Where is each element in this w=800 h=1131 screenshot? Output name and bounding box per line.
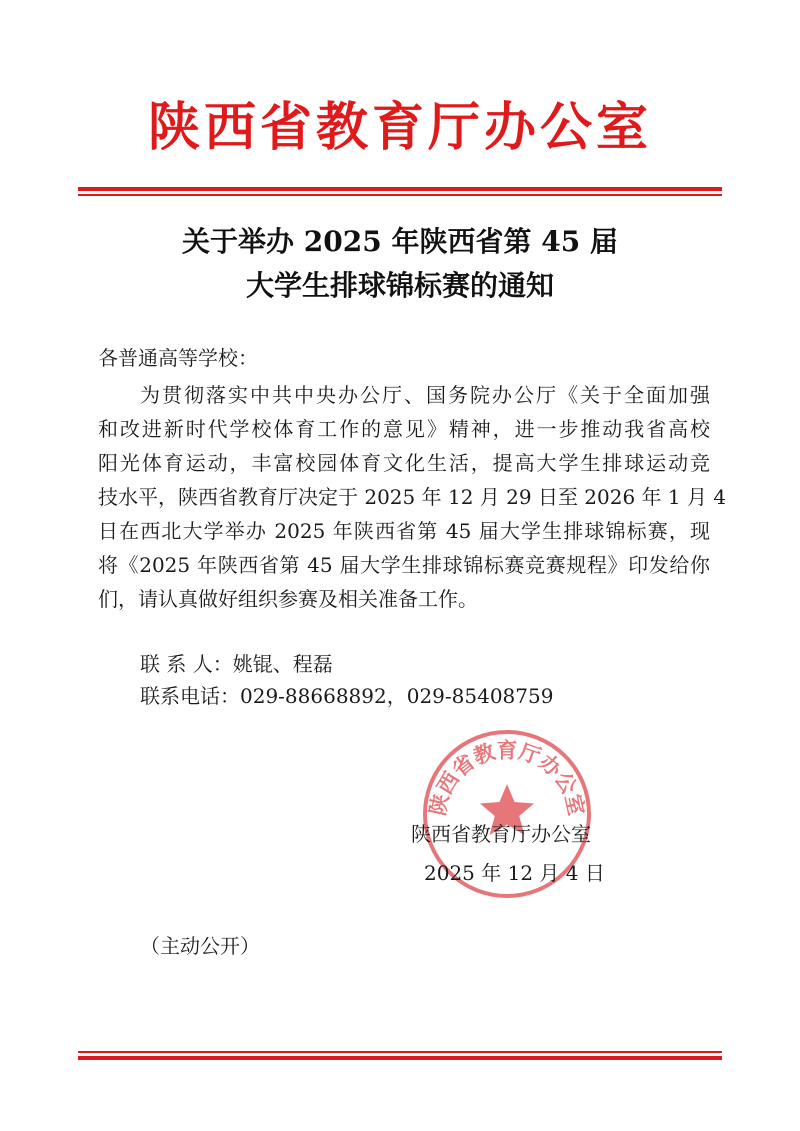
body-line: 们，请认真做好组织参赛及相关准备工作。 [98,587,478,611]
notice-title [0,220,800,308]
footer-rule-thin [78,1051,722,1053]
notice-title-line-2: 大学生排球锦标赛的通知 [245,269,554,302]
header-rule-thin [78,194,722,196]
signing-date: 2025 年 12 月 4 日 [424,861,605,885]
contact-person-label: 联 系 人： [140,652,233,676]
contact-phone-value: 029-88668892，029-85408759 [240,684,554,708]
body-line: 和改进新时代学校体育工作的意见》精神，进一步推动我省高校 [98,417,710,441]
salutation: 各普通高等学校： [98,346,258,370]
body-line: 为贯彻落实中共中央办公厅、国务院办公厅《关于全面加强 [140,383,710,407]
contact-person-value: 姚锟、程磊 [232,652,333,676]
seal-text: 陕西省教育厅办公室 [424,737,590,818]
body-line: 技水平，陕西省教育厅决定于 2025 年 12 月 29 日至 2026 年 1 月 4 [98,485,727,509]
body-line: 将《2025 年陕西省第 45 届大学生排球锦标赛竞赛规程》印发给你 [98,553,710,577]
notice-title-line-1: 关于举办 2025 年陕西省第 45 届 [182,225,618,258]
body-paragraph [98,378,727,616]
issuing-office-title: 陕西省教育厅办公室 [147,97,652,158]
contact-phone-label: 联系电话： [140,684,240,708]
contact-phone [140,680,553,712]
contact-person [140,648,333,680]
footer-rule-thick [78,1056,722,1060]
header-rule-thick [78,187,722,191]
disclosure-status: （主动公开） [140,934,260,958]
signing-organization: 陕西省教育厅办公室 [411,822,591,846]
body-line: 日在西北大学举办 2025 年陕西省第 45 届大学生排球锦标赛，现 [98,519,710,543]
body-line: 阳光体育运动，丰富校园体育文化生活，提高大学生排球运动竞 [98,451,710,475]
